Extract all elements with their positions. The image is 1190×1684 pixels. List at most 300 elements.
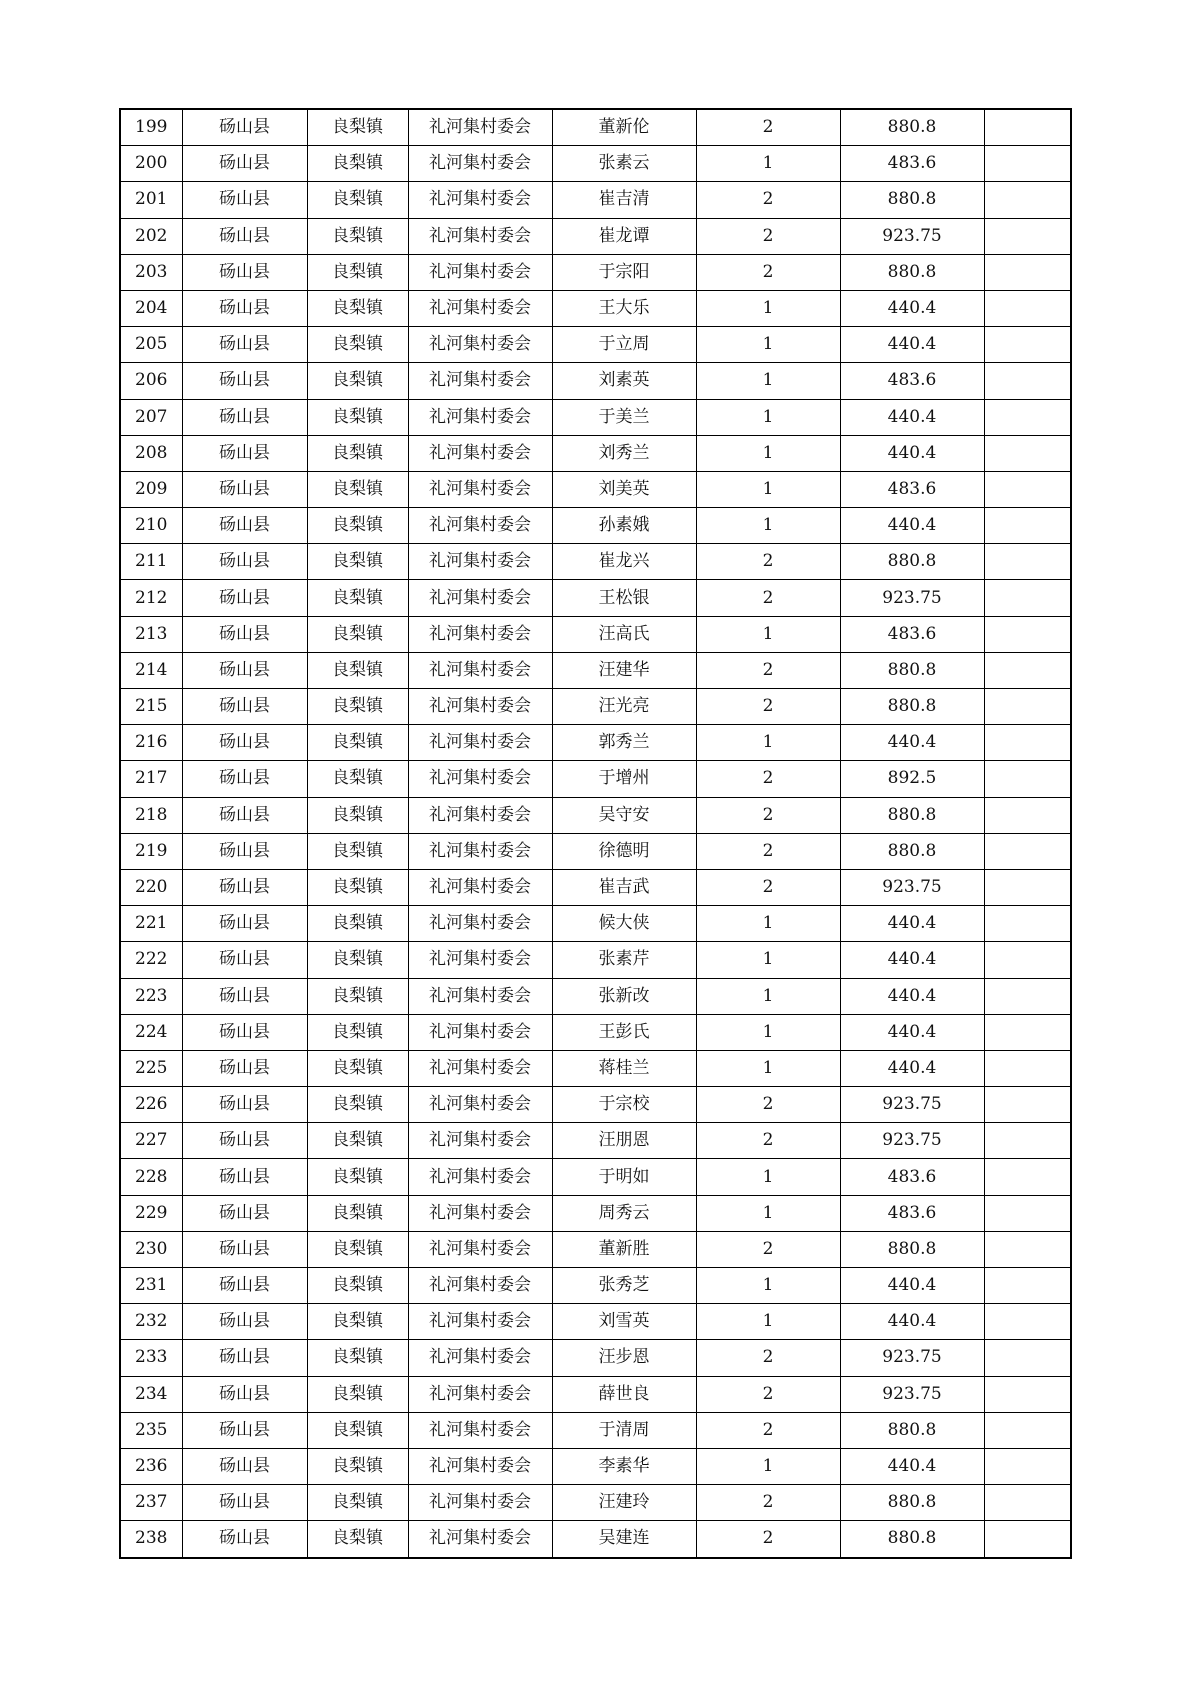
count-cell: 1 <box>696 1159 840 1195</box>
amount-cell: 923.75 <box>840 1087 984 1123</box>
row-number-cell: 224 <box>120 1014 182 1050</box>
count-cell: 2 <box>696 1376 840 1412</box>
amount-cell: 923.75 <box>840 580 984 616</box>
remark-cell <box>984 1123 1071 1159</box>
table-row <box>120 652 1071 688</box>
county-cell: 砀山县 <box>182 1159 307 1195</box>
town-cell: 良梨镇 <box>307 797 408 833</box>
count-cell: 1 <box>696 508 840 544</box>
town-cell: 良梨镇 <box>307 1268 408 1304</box>
table-row <box>120 1087 1071 1123</box>
table-row <box>120 182 1071 218</box>
table-row <box>120 725 1071 761</box>
amount-cell: 880.8 <box>840 652 984 688</box>
row-number-cell: 222 <box>120 942 182 978</box>
village-committee-cell: 礼河集村委会 <box>408 978 552 1014</box>
town-cell: 良梨镇 <box>307 942 408 978</box>
county-cell: 砀山县 <box>182 652 307 688</box>
county-cell: 砀山县 <box>182 1087 307 1123</box>
amount-cell: 880.8 <box>840 833 984 869</box>
name-cell: 崔吉武 <box>552 869 696 905</box>
count-cell: 2 <box>696 182 840 218</box>
county-cell: 砀山县 <box>182 1340 307 1376</box>
remark-cell <box>984 1521 1071 1558</box>
row-number-cell: 219 <box>120 833 182 869</box>
town-cell: 良梨镇 <box>307 833 408 869</box>
town-cell: 良梨镇 <box>307 146 408 182</box>
county-cell: 砀山县 <box>182 689 307 725</box>
town-cell: 良梨镇 <box>307 580 408 616</box>
name-cell: 于增州 <box>552 761 696 797</box>
count-cell: 2 <box>696 1521 840 1558</box>
count-cell: 2 <box>696 109 840 146</box>
town-cell: 良梨镇 <box>307 761 408 797</box>
remark-cell <box>984 833 1071 869</box>
table-row <box>120 833 1071 869</box>
amount-cell: 440.4 <box>840 906 984 942</box>
remark-cell <box>984 435 1071 471</box>
county-cell: 砀山县 <box>182 290 307 326</box>
village-committee-cell: 礼河集村委会 <box>408 1014 552 1050</box>
county-cell: 砀山县 <box>182 327 307 363</box>
count-cell: 1 <box>696 363 840 399</box>
town-cell: 良梨镇 <box>307 182 408 218</box>
name-cell: 刘雪英 <box>552 1304 696 1340</box>
remark-cell <box>984 1087 1071 1123</box>
amount-cell: 440.4 <box>840 978 984 1014</box>
row-number-cell: 223 <box>120 978 182 1014</box>
row-number-cell: 231 <box>120 1268 182 1304</box>
table-row <box>120 290 1071 326</box>
amount-cell: 880.8 <box>840 1521 984 1558</box>
count-cell: 2 <box>696 580 840 616</box>
remark-cell <box>984 1159 1071 1195</box>
county-cell: 砀山县 <box>182 435 307 471</box>
amount-cell: 483.6 <box>840 1159 984 1195</box>
remark-cell <box>984 1231 1071 1267</box>
village-committee-cell: 礼河集村委会 <box>408 942 552 978</box>
remark-cell <box>984 689 1071 725</box>
name-cell: 孙素娥 <box>552 508 696 544</box>
remark-cell <box>984 544 1071 580</box>
count-cell: 2 <box>696 544 840 580</box>
row-number-cell: 216 <box>120 725 182 761</box>
name-cell: 汪建华 <box>552 652 696 688</box>
county-cell: 砀山县 <box>182 1376 307 1412</box>
name-cell: 汪朋恩 <box>552 1123 696 1159</box>
village-committee-cell: 礼河集村委会 <box>408 1050 552 1086</box>
row-number-cell: 234 <box>120 1376 182 1412</box>
name-cell: 崔龙谭 <box>552 218 696 254</box>
remark-cell <box>984 1050 1071 1086</box>
row-number-cell: 209 <box>120 471 182 507</box>
remark-cell <box>984 978 1071 1014</box>
village-committee-cell: 礼河集村委会 <box>408 869 552 905</box>
county-cell: 砀山县 <box>182 869 307 905</box>
village-committee-cell: 礼河集村委会 <box>408 544 552 580</box>
name-cell: 李素华 <box>552 1448 696 1484</box>
county-cell: 砀山县 <box>182 761 307 797</box>
row-number-cell: 228 <box>120 1159 182 1195</box>
remark-cell <box>984 471 1071 507</box>
table-row <box>120 218 1071 254</box>
row-number-cell: 205 <box>120 327 182 363</box>
row-number-cell: 233 <box>120 1340 182 1376</box>
county-cell: 砀山县 <box>182 508 307 544</box>
amount-cell: 440.4 <box>840 1050 984 1086</box>
remark-cell <box>984 146 1071 182</box>
name-cell: 汪高氏 <box>552 616 696 652</box>
table-row <box>120 978 1071 1014</box>
count-cell: 1 <box>696 616 840 652</box>
remark-cell <box>984 363 1071 399</box>
amount-cell: 880.8 <box>840 544 984 580</box>
row-number-cell: 232 <box>120 1304 182 1340</box>
name-cell: 董新伦 <box>552 109 696 146</box>
name-cell: 汪建玲 <box>552 1485 696 1521</box>
count-cell: 1 <box>696 1014 840 1050</box>
table-row <box>120 761 1071 797</box>
table-row <box>120 1376 1071 1412</box>
town-cell: 良梨镇 <box>307 1485 408 1521</box>
county-cell: 砀山县 <box>182 363 307 399</box>
row-number-cell: 208 <box>120 435 182 471</box>
remark-cell <box>984 1412 1071 1448</box>
row-number-cell: 210 <box>120 508 182 544</box>
count-cell: 1 <box>696 725 840 761</box>
remark-cell <box>984 580 1071 616</box>
county-cell: 砀山县 <box>182 833 307 869</box>
count-cell: 1 <box>696 327 840 363</box>
county-cell: 砀山县 <box>182 1050 307 1086</box>
table-body <box>120 109 1071 1558</box>
county-cell: 砀山县 <box>182 616 307 652</box>
name-cell: 崔龙兴 <box>552 544 696 580</box>
table-row <box>120 869 1071 905</box>
table-row <box>120 1014 1071 1050</box>
village-committee-cell: 礼河集村委会 <box>408 906 552 942</box>
amount-cell: 440.4 <box>840 942 984 978</box>
town-cell: 良梨镇 <box>307 869 408 905</box>
row-number-cell: 235 <box>120 1412 182 1448</box>
row-number-cell: 220 <box>120 869 182 905</box>
village-committee-cell: 礼河集村委会 <box>408 1376 552 1412</box>
town-cell: 良梨镇 <box>307 1195 408 1231</box>
county-cell: 砀山县 <box>182 797 307 833</box>
row-number-cell: 204 <box>120 290 182 326</box>
count-cell: 2 <box>696 761 840 797</box>
village-committee-cell: 礼河集村委会 <box>408 1448 552 1484</box>
amount-cell: 923.75 <box>840 1376 984 1412</box>
village-committee-cell: 礼河集村委会 <box>408 1521 552 1558</box>
town-cell: 良梨镇 <box>307 218 408 254</box>
count-cell: 1 <box>696 906 840 942</box>
amount-cell: 440.4 <box>840 435 984 471</box>
town-cell: 良梨镇 <box>307 1123 408 1159</box>
name-cell: 于清周 <box>552 1412 696 1448</box>
row-number-cell: 226 <box>120 1087 182 1123</box>
amount-cell: 440.4 <box>840 290 984 326</box>
row-number-cell: 215 <box>120 689 182 725</box>
county-cell: 砀山县 <box>182 1485 307 1521</box>
remark-cell <box>984 1304 1071 1340</box>
remark-cell <box>984 399 1071 435</box>
table-row <box>120 906 1071 942</box>
village-committee-cell: 礼河集村委会 <box>408 508 552 544</box>
county-cell: 砀山县 <box>182 1195 307 1231</box>
amount-cell: 923.75 <box>840 1123 984 1159</box>
row-number-cell: 238 <box>120 1521 182 1558</box>
town-cell: 良梨镇 <box>307 1231 408 1267</box>
amount-cell: 880.8 <box>840 1412 984 1448</box>
count-cell: 2 <box>696 218 840 254</box>
count-cell: 1 <box>696 1448 840 1484</box>
count-cell: 1 <box>696 1195 840 1231</box>
row-number-cell: 218 <box>120 797 182 833</box>
village-committee-cell: 礼河集村委会 <box>408 363 552 399</box>
remark-cell <box>984 182 1071 218</box>
remark-cell <box>984 942 1071 978</box>
row-number-cell: 201 <box>120 182 182 218</box>
amount-cell: 440.4 <box>840 1268 984 1304</box>
name-cell: 张素云 <box>552 146 696 182</box>
remark-cell <box>984 797 1071 833</box>
village-committee-cell: 礼河集村委会 <box>408 616 552 652</box>
amount-cell: 483.6 <box>840 471 984 507</box>
count-cell: 2 <box>696 1412 840 1448</box>
village-committee-cell: 礼河集村委会 <box>408 146 552 182</box>
table-row <box>120 327 1071 363</box>
name-cell: 王大乐 <box>552 290 696 326</box>
name-cell: 于宗校 <box>552 1087 696 1123</box>
name-cell: 于明如 <box>552 1159 696 1195</box>
county-cell: 砀山县 <box>182 1448 307 1484</box>
table-row <box>120 109 1071 146</box>
remark-cell <box>984 290 1071 326</box>
village-committee-cell: 礼河集村委会 <box>408 689 552 725</box>
row-number-cell: 206 <box>120 363 182 399</box>
amount-cell: 880.8 <box>840 797 984 833</box>
remark-cell <box>984 1014 1071 1050</box>
village-committee-cell: 礼河集村委会 <box>408 1123 552 1159</box>
name-cell: 汪光亮 <box>552 689 696 725</box>
table-row <box>120 1485 1071 1521</box>
town-cell: 良梨镇 <box>307 254 408 290</box>
village-committee-cell: 礼河集村委会 <box>408 580 552 616</box>
count-cell: 2 <box>696 1087 840 1123</box>
amount-cell: 483.6 <box>840 363 984 399</box>
table-row <box>120 1412 1071 1448</box>
name-cell: 张素芹 <box>552 942 696 978</box>
name-cell: 汪步恩 <box>552 1340 696 1376</box>
name-cell: 张秀芝 <box>552 1268 696 1304</box>
remark-cell <box>984 906 1071 942</box>
table-row <box>120 1231 1071 1267</box>
row-number-cell: 200 <box>120 146 182 182</box>
town-cell: 良梨镇 <box>307 1014 408 1050</box>
remark-cell <box>984 218 1071 254</box>
village-committee-cell: 礼河集村委会 <box>408 327 552 363</box>
table-row <box>120 435 1071 471</box>
town-cell: 良梨镇 <box>307 471 408 507</box>
county-cell: 砀山县 <box>182 942 307 978</box>
table-row <box>120 616 1071 652</box>
amount-cell: 923.75 <box>840 218 984 254</box>
table-row <box>120 580 1071 616</box>
row-number-cell: 214 <box>120 652 182 688</box>
row-number-cell: 202 <box>120 218 182 254</box>
remark-cell <box>984 652 1071 688</box>
amount-cell: 923.75 <box>840 1340 984 1376</box>
town-cell: 良梨镇 <box>307 689 408 725</box>
amount-cell: 483.6 <box>840 146 984 182</box>
name-cell: 于宗阳 <box>552 254 696 290</box>
table-row <box>120 1123 1071 1159</box>
table-row <box>120 471 1071 507</box>
amount-cell: 483.6 <box>840 616 984 652</box>
name-cell: 郭秀兰 <box>552 725 696 761</box>
count-cell: 1 <box>696 978 840 1014</box>
name-cell: 王松银 <box>552 580 696 616</box>
county-cell: 砀山县 <box>182 1123 307 1159</box>
table-row <box>120 146 1071 182</box>
county-cell: 砀山县 <box>182 1521 307 1558</box>
table-row <box>120 1195 1071 1231</box>
county-cell: 砀山县 <box>182 544 307 580</box>
village-committee-cell: 礼河集村委会 <box>408 254 552 290</box>
count-cell: 1 <box>696 146 840 182</box>
name-cell: 吴建连 <box>552 1521 696 1558</box>
county-cell: 砀山县 <box>182 1014 307 1050</box>
amount-cell: 923.75 <box>840 869 984 905</box>
count-cell: 2 <box>696 869 840 905</box>
town-cell: 良梨镇 <box>307 327 408 363</box>
town-cell: 良梨镇 <box>307 1304 408 1340</box>
town-cell: 良梨镇 <box>307 544 408 580</box>
county-cell: 砀山县 <box>182 978 307 1014</box>
count-cell: 2 <box>696 254 840 290</box>
village-committee-cell: 礼河集村委会 <box>408 1412 552 1448</box>
village-committee-cell: 礼河集村委会 <box>408 182 552 218</box>
town-cell: 良梨镇 <box>307 363 408 399</box>
county-cell: 砀山县 <box>182 399 307 435</box>
name-cell: 于美兰 <box>552 399 696 435</box>
amount-cell: 440.4 <box>840 1014 984 1050</box>
row-number-cell: 225 <box>120 1050 182 1086</box>
village-committee-cell: 礼河集村委会 <box>408 1340 552 1376</box>
name-cell: 薛世良 <box>552 1376 696 1412</box>
count-cell: 1 <box>696 435 840 471</box>
count-cell: 1 <box>696 1304 840 1340</box>
name-cell: 徐德明 <box>552 833 696 869</box>
count-cell: 1 <box>696 942 840 978</box>
county-cell: 砀山县 <box>182 254 307 290</box>
town-cell: 良梨镇 <box>307 1412 408 1448</box>
village-committee-cell: 礼河集村委会 <box>408 399 552 435</box>
town-cell: 良梨镇 <box>307 906 408 942</box>
village-committee-cell: 礼河集村委会 <box>408 290 552 326</box>
name-cell: 王彭氏 <box>552 1014 696 1050</box>
village-committee-cell: 礼河集村委会 <box>408 1268 552 1304</box>
row-number-cell: 207 <box>120 399 182 435</box>
table-row <box>120 544 1071 580</box>
row-number-cell: 230 <box>120 1231 182 1267</box>
town-cell: 良梨镇 <box>307 1087 408 1123</box>
name-cell: 刘秀兰 <box>552 435 696 471</box>
amount-cell: 440.4 <box>840 399 984 435</box>
table-row <box>120 254 1071 290</box>
count-cell: 1 <box>696 471 840 507</box>
town-cell: 良梨镇 <box>307 435 408 471</box>
village-committee-cell: 礼河集村委会 <box>408 1304 552 1340</box>
count-cell: 2 <box>696 689 840 725</box>
town-cell: 良梨镇 <box>307 109 408 146</box>
village-committee-cell: 礼河集村委会 <box>408 471 552 507</box>
remark-cell <box>984 508 1071 544</box>
table-row <box>120 942 1071 978</box>
remark-cell <box>984 1448 1071 1484</box>
row-number-cell: 229 <box>120 1195 182 1231</box>
county-cell: 砀山县 <box>182 1231 307 1267</box>
remark-cell <box>984 1376 1071 1412</box>
data-table <box>119 108 1072 1559</box>
village-committee-cell: 礼河集村委会 <box>408 1159 552 1195</box>
town-cell: 良梨镇 <box>307 1376 408 1412</box>
village-committee-cell: 礼河集村委会 <box>408 1195 552 1231</box>
amount-cell: 892.5 <box>840 761 984 797</box>
amount-cell: 880.8 <box>840 689 984 725</box>
village-committee-cell: 礼河集村委会 <box>408 797 552 833</box>
row-number-cell: 199 <box>120 109 182 146</box>
amount-cell: 440.4 <box>840 508 984 544</box>
town-cell: 良梨镇 <box>307 1050 408 1086</box>
row-number-cell: 212 <box>120 580 182 616</box>
county-cell: 砀山县 <box>182 1412 307 1448</box>
town-cell: 良梨镇 <box>307 1448 408 1484</box>
remark-cell <box>984 1268 1071 1304</box>
village-committee-cell: 礼河集村委会 <box>408 109 552 146</box>
amount-cell: 880.8 <box>840 182 984 218</box>
table-row <box>120 1340 1071 1376</box>
amount-cell: 880.8 <box>840 1485 984 1521</box>
count-cell: 2 <box>696 1123 840 1159</box>
amount-cell: 440.4 <box>840 1448 984 1484</box>
town-cell: 良梨镇 <box>307 290 408 326</box>
name-cell: 于立周 <box>552 327 696 363</box>
table-row <box>120 689 1071 725</box>
county-cell: 砀山县 <box>182 182 307 218</box>
amount-cell: 880.8 <box>840 109 984 146</box>
remark-cell <box>984 109 1071 146</box>
village-committee-cell: 礼河集村委会 <box>408 1087 552 1123</box>
county-cell: 砀山县 <box>182 471 307 507</box>
amount-cell: 440.4 <box>840 725 984 761</box>
amount-cell: 440.4 <box>840 327 984 363</box>
count-cell: 1 <box>696 399 840 435</box>
name-cell: 刘素英 <box>552 363 696 399</box>
amount-cell: 880.8 <box>840 1231 984 1267</box>
town-cell: 良梨镇 <box>307 1521 408 1558</box>
village-committee-cell: 礼河集村委会 <box>408 833 552 869</box>
row-number-cell: 227 <box>120 1123 182 1159</box>
town-cell: 良梨镇 <box>307 399 408 435</box>
count-cell: 2 <box>696 652 840 688</box>
count-cell: 1 <box>696 1268 840 1304</box>
town-cell: 良梨镇 <box>307 508 408 544</box>
name-cell: 周秀云 <box>552 1195 696 1231</box>
remark-cell <box>984 1340 1071 1376</box>
name-cell: 吴守安 <box>552 797 696 833</box>
